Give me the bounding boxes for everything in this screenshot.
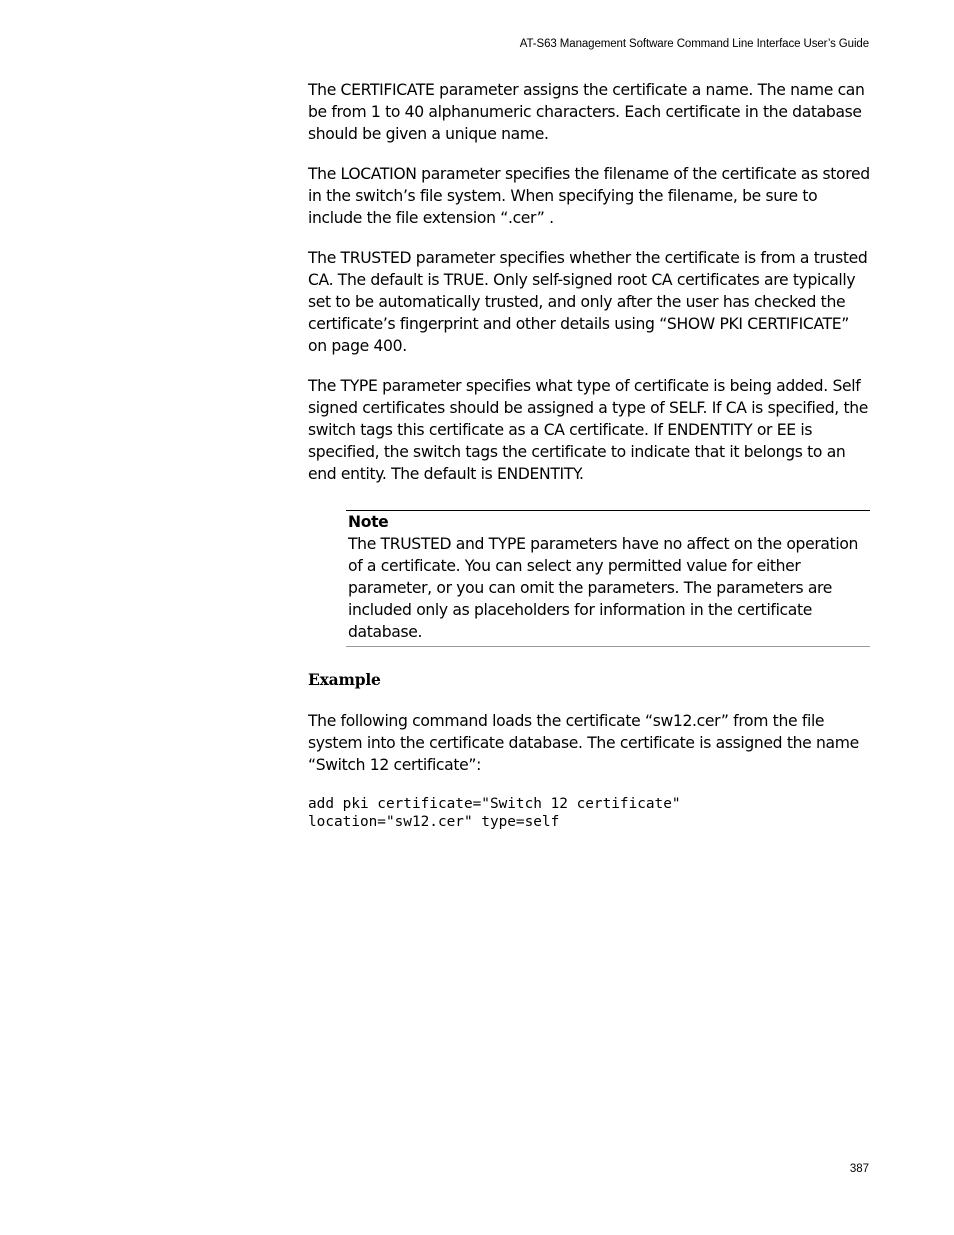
note-title: Note bbox=[348, 513, 389, 531]
page-number: 387 bbox=[849, 1163, 869, 1175]
trusted-parameter-paragraph: The TRUSTED parameter specifies whether the certificate is from a trusted CA. The default is TRUE. Only self-signed root CA certificates are typically set to be automatically trusted, and only after the user has checked the certificate’s fingerprint and other details using “SHOW PKI CERTIFICATE” on page 400. bbox=[308, 249, 868, 355]
note-text: The TRUSTED and TYPE parameters have no affect on the operation of a certificate. You can select any permitted value for either parameter, or you can omit the parameters. The parameters are included only as placeholders for information in the certificate database. bbox=[348, 535, 859, 641]
example-description: The following command loads the certificate “sw12.cer” from the file system into the certificate database. The certificate is assigned the name “Switch 12 certificate”: bbox=[308, 712, 859, 774]
example-heading: Example bbox=[308, 670, 381, 689]
location-parameter-paragraph: The LOCATION parameter specifies the filename of the certificate as stored in the switch’s file system. When specifying the filename, be sure to include the file extension “.cer” . bbox=[308, 165, 870, 227]
note-box bbox=[346, 510, 870, 647]
type-parameter-paragraph: The TYPE parameter specifies what type of certificate is being added. Self signed certificates should be assigned a type of SELF. If CA is specified, the switch tags this certificate as a CA certificate. If ENDENTITY or EE is specified, the switch tags the certificate to indicate that it belongs to an end entity. The default is ENDENTITY. bbox=[308, 377, 869, 483]
running-header: AT-S63 Management Software Command Line Interface User’s Guide bbox=[519, 38, 869, 50]
certificate-parameter-paragraph: The CERTIFICATE parameter assigns the certificate a name. The name can be from 1 to 40 alphanumeric characters. Each certificate in the database should be given a unique name. bbox=[308, 81, 865, 143]
example-command-code: add pki certificate="Switch 12 certificate" location="sw12.cer" type=self bbox=[308, 796, 681, 830]
